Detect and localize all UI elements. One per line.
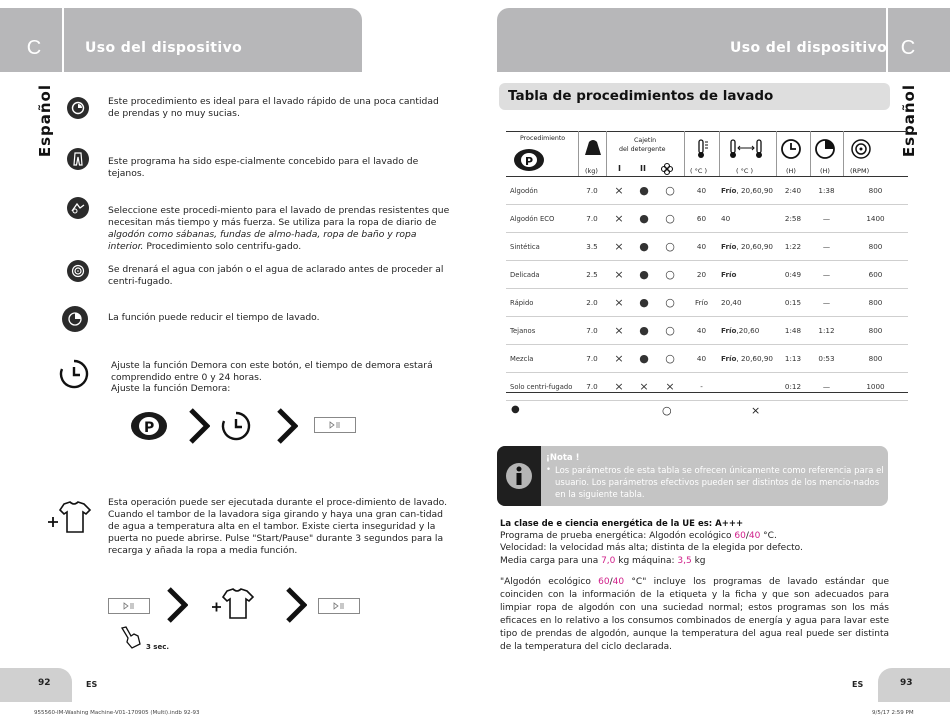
cell-temp-default	[684, 317, 719, 345]
cell-compartment-1	[606, 373, 632, 401]
load-kg-value: 3.5	[586, 242, 598, 251]
cell-softener	[656, 317, 684, 345]
cell-compartment-2	[632, 373, 656, 401]
cell-softener	[656, 373, 684, 401]
cell-temp-range	[719, 205, 776, 233]
mix-text-italic: algodón como sábanas, fundas de almo-hada, ropa de baño y ropa interior.	[108, 229, 417, 252]
program-name-value: Tejanos	[510, 326, 536, 335]
cell-compartment-2	[632, 233, 656, 261]
cell-temp-range	[719, 177, 776, 205]
temp-default-value: 40	[696, 354, 707, 363]
energy-l1-60: 60	[734, 531, 746, 541]
softener-value: ○	[665, 324, 675, 337]
duration-value: 0:15	[784, 298, 802, 307]
table-vline	[810, 131, 811, 176]
left-footer-bar	[0, 668, 72, 702]
cell-compartment-1	[606, 289, 632, 317]
desc-sep: /	[609, 577, 613, 587]
duration-saver-value: —	[822, 298, 831, 307]
cell-load-kg	[578, 177, 606, 205]
cell-compartment-1	[606, 233, 632, 261]
program-name-value: Algodón	[510, 186, 538, 195]
table-row	[506, 261, 908, 289]
left-header-title: Uso del dispositivo	[85, 40, 243, 56]
energy-l3-half: 3,5	[677, 556, 692, 566]
cell-spin-rpm	[843, 177, 908, 205]
table-row	[506, 345, 908, 373]
cell-program-name	[506, 205, 578, 233]
duration-saver-value: 1:38	[818, 186, 835, 195]
cell-program-name	[506, 261, 578, 289]
table-row	[506, 233, 908, 261]
eco-description	[500, 576, 889, 654]
cell-duration	[776, 345, 810, 373]
legend-empty: ○	[662, 404, 672, 417]
footer-date: 9/5/17 2:59 PM	[872, 710, 914, 716]
table-row	[506, 373, 908, 401]
desc-40: 40	[612, 577, 625, 587]
add-clothes-icon	[46, 500, 92, 540]
energy-line-3	[500, 555, 706, 567]
cell-load-kg	[578, 317, 606, 345]
cell-duration-saver	[810, 205, 843, 233]
compartment-2-value: ●	[639, 240, 649, 253]
temp-default-value: 20	[696, 270, 707, 279]
cell-temp-range	[719, 261, 776, 289]
clock-icon	[780, 138, 802, 164]
compartment-2-value: ×	[639, 380, 649, 393]
cell-duration-saver	[810, 233, 843, 261]
compartment-1-value: ×	[614, 268, 624, 281]
softener-value: ×	[665, 380, 675, 393]
info-icon	[504, 461, 534, 491]
duration-value: 1:13	[784, 354, 802, 363]
table-vline	[843, 131, 844, 176]
cell-program-name	[506, 289, 578, 317]
mix-text-b: Procedimiento solo centrifu-gado.	[143, 241, 302, 252]
table-header-temp: ( °C )	[690, 167, 707, 175]
duration-value: 2:58	[784, 214, 802, 223]
energy-l3c: kg	[691, 556, 706, 566]
cell-duration	[776, 233, 810, 261]
desc-60: 60	[598, 577, 610, 587]
softener-value: ○	[665, 240, 675, 253]
right-page-number: 93	[900, 678, 913, 688]
chevron-right-icon	[276, 408, 298, 448]
program-name-value: Rápido	[510, 298, 534, 307]
temp-range-values: 20,40	[721, 298, 742, 307]
cell-temp-range	[719, 345, 776, 373]
softener-value: ○	[665, 212, 675, 225]
cell-spin-rpm	[843, 345, 908, 373]
right-header-title: Uso del dispositivo	[730, 40, 888, 56]
cell-duration-saver	[810, 289, 843, 317]
left-page-number: 92	[38, 678, 51, 688]
compartment-2-value: ●	[639, 184, 649, 197]
item-text-quick: Este procedimiento es ideal para el lavado rápido de una poca cantidad de prendas y no muy sucias.	[108, 96, 439, 119]
duration-saver-value: —	[822, 214, 831, 223]
svg-text:P: P	[144, 420, 155, 436]
cell-load-kg	[578, 289, 606, 317]
add-clothes-small-icon	[210, 587, 256, 625]
cell-temp-range	[719, 289, 776, 317]
cell-temp-default	[684, 345, 719, 373]
left-lang-code: ES	[86, 680, 98, 689]
compartment-2-value: ●	[639, 268, 649, 281]
cell-spin-rpm	[843, 205, 908, 233]
add-clothes-text: Esta operación puede ser ejecutada durante el proce-dimiento de lavado. Cuando el tambor de la lavadora siga girando y haya una gran can-tidad de agua a temperatura alta en el tambor. Existe cierta inseguridad y la puerta no puede abrirse. Pulse "Start/Pause" durante 3 segundos para la recarga y añada la ropa a media función.	[108, 497, 448, 556]
table-row	[506, 289, 908, 317]
item-text-spin: Se drenará el agua con jabón o el agua de aclarado antes de proceder al centri-fugado.	[108, 264, 444, 287]
item-text-mix	[108, 205, 453, 253]
time-saver-table-icon	[814, 138, 836, 164]
duration-saver-value: 1:12	[818, 326, 835, 335]
load-kg-value: 7.0	[586, 382, 598, 391]
duration-value: 1:22	[784, 242, 802, 251]
mix-icon	[67, 197, 89, 219]
table-vline	[578, 131, 579, 176]
cell-temp-range	[719, 233, 776, 261]
spin-rpm-value: 600	[868, 270, 883, 279]
cell-compartment-2	[632, 177, 656, 205]
cell-compartment-1	[606, 345, 632, 373]
softener-value: ○	[665, 352, 675, 365]
spin-rpm-value: 800	[868, 354, 883, 363]
left-side-label: Español	[36, 84, 54, 158]
table-header-compartment-2: II	[640, 164, 646, 173]
delay-text-1: Ajuste la función Demora con este botón, el tiempo de demora estará	[111, 360, 433, 371]
chevron-right-icon	[188, 408, 210, 448]
cell-temp-default	[684, 261, 719, 289]
delay-text-3: Ajuste la función Demora:	[111, 383, 231, 394]
cell-load-kg	[578, 373, 606, 401]
spin-rpm-value: 800	[868, 298, 883, 307]
load-kg-value: 2.5	[586, 270, 598, 279]
item-text-time-saver: La función puede reducir el tiempo de lavado.	[108, 312, 320, 323]
table-vline	[776, 131, 777, 176]
compartment-1-value: ×	[614, 352, 624, 365]
cell-duration	[776, 177, 810, 205]
compartment-1-value: ×	[614, 212, 624, 225]
duration-saver-value: —	[822, 382, 831, 391]
press-duration-label: 3 sec.	[146, 643, 170, 651]
wash-table-body	[506, 177, 908, 401]
cell-load-kg	[578, 233, 606, 261]
jeans-icon	[67, 148, 89, 170]
desc-b: °C" incluye los programas de lavado estándar que coinciden con la información de la etiqueta y la ficha y que son adecuados para limpiar ropa de algodón con una suciedad normal; estos programas son los más eficaces en lo relativo a los consumos combinados de energía y agua para lavar este tipo de prendas de algodón, aunque la temperatura del agua real puede ser distinta de la temperatura del ciclo declarada.	[500, 577, 890, 652]
quick-wash-icon	[67, 97, 89, 119]
cell-spin-rpm	[843, 233, 908, 261]
compartment-2-value: ●	[639, 296, 649, 309]
temp-range-values: , 20,60,90	[736, 354, 773, 363]
cell-duration	[776, 317, 810, 345]
program-name-value: Solo centri-fugado	[510, 382, 573, 391]
table-body	[506, 177, 908, 401]
compartment-2-value: ●	[639, 212, 649, 225]
cell-temp-range	[719, 317, 776, 345]
cell-softener	[656, 177, 684, 205]
table-header-hours-1: (H)	[786, 167, 796, 175]
legend-filled: ●	[511, 404, 520, 415]
cell-compartment-1	[606, 205, 632, 233]
spin-icon	[67, 260, 89, 282]
duration-saver-value: 0:53	[818, 354, 835, 363]
hand-press-icon	[118, 624, 144, 654]
temperature-range-icon	[728, 138, 766, 164]
cell-duration	[776, 373, 810, 401]
cell-temp-range	[719, 373, 776, 401]
table-vline	[719, 131, 720, 176]
table-header-rpm: (RPM)	[850, 167, 870, 175]
temp-default-value: 60	[696, 214, 707, 223]
chevron-right-icon	[166, 587, 188, 627]
cell-load-kg	[578, 205, 606, 233]
cell-softener	[656, 233, 684, 261]
temp-range-values: ,20,60	[736, 326, 760, 335]
cell-softener	[656, 205, 684, 233]
table-header-compartment-1: I	[618, 164, 621, 173]
cell-compartment-2	[632, 261, 656, 289]
cell-temp-default	[684, 373, 719, 401]
item-text-jeans: Este programa ha sido espe-cialmente concebido para el lavado de tejanos.	[108, 156, 419, 179]
cell-duration-saver	[810, 177, 843, 205]
cell-duration-saver	[810, 261, 843, 289]
compartment-2-value: ●	[639, 352, 649, 365]
chevron-right-icon	[285, 587, 307, 627]
cell-load-kg	[578, 345, 606, 373]
duration-value: 1:48	[784, 326, 802, 335]
right-footer-bar	[878, 668, 950, 702]
compartment-1-value: ×	[614, 184, 624, 197]
spin-rpm-value: 800	[868, 242, 883, 251]
spin-rpm-value: 800	[868, 186, 883, 195]
duration-value: 0:12	[784, 382, 802, 391]
compartment-2-value: ●	[639, 324, 649, 337]
cell-compartment-2	[632, 289, 656, 317]
delay-clock-icon	[58, 358, 90, 394]
cell-softener	[656, 345, 684, 373]
cell-duration	[776, 289, 810, 317]
cell-program-name	[506, 373, 578, 401]
compartment-1-value: ×	[614, 380, 624, 393]
delay-text-2: comprendido entre 0 y 24 horas.	[111, 372, 262, 383]
table-row	[506, 317, 908, 345]
cell-duration-saver	[810, 317, 843, 345]
start-pause-button-2[interactable]	[108, 598, 150, 614]
compartment-1-value: ×	[614, 240, 624, 253]
cell-temp-default	[684, 289, 719, 317]
start-pause-button[interactable]	[314, 417, 356, 433]
legend-cross: ×	[751, 404, 761, 417]
energy-l1b: °C.	[760, 531, 777, 541]
note-bullet: •	[546, 465, 552, 475]
energy-l1-40: 40	[748, 531, 761, 541]
table-vline	[684, 131, 685, 176]
weight-icon	[583, 138, 603, 160]
softener-value: ○	[665, 296, 675, 309]
cell-compartment-1	[606, 177, 632, 205]
table-header-hours-2: (H)	[820, 167, 830, 175]
temp-range-values: , 20,60,90	[736, 242, 773, 251]
cell-spin-rpm	[843, 373, 908, 401]
svg-text:P: P	[525, 155, 534, 168]
temp-default-value: 40	[696, 242, 707, 251]
energy-l3b: kg máquina:	[615, 556, 678, 566]
temp-range-values: , 20,60,90	[736, 186, 773, 195]
table-row	[506, 177, 908, 205]
cell-spin-rpm	[843, 317, 908, 345]
duration-value: 2:40	[784, 186, 802, 195]
table-header-cajetin: Cajetín	[634, 137, 657, 144]
energy-l3-full: 7,0	[601, 556, 616, 566]
table-title: Tabla de procedimientos de lavado	[508, 88, 774, 104]
temp-default-value: 40	[696, 326, 707, 335]
energy-l1-sep: /	[745, 531, 749, 541]
energy-title: La clase de e ciencia energética de la UE es: A+++	[500, 519, 744, 529]
delay-clock-small-icon	[220, 410, 252, 446]
cell-compartment-1	[606, 317, 632, 345]
table-header-detergente: del detergente	[619, 146, 666, 153]
desc-a: "Algodón ecológico	[500, 577, 599, 587]
cell-softener	[656, 261, 684, 289]
duration-value: 0:49	[784, 270, 802, 279]
temp-range-values: 40	[721, 214, 731, 223]
cell-softener	[656, 289, 684, 317]
spin-rpm-value: 1000	[866, 382, 885, 391]
compartment-1-value: ×	[614, 324, 624, 337]
left-section-letter: C	[26, 36, 42, 59]
cell-duration	[776, 261, 810, 289]
load-kg-value: 7.0	[586, 186, 598, 195]
load-kg-value: 7.0	[586, 214, 598, 223]
table-header-procedure: Procedimiento	[520, 135, 566, 142]
energy-l3a: Media carga para una	[500, 556, 602, 566]
cell-load-kg	[578, 261, 606, 289]
right-lang-code: ES	[852, 680, 864, 689]
program-name-value: Algodón ECO	[510, 214, 555, 223]
cell-duration	[776, 205, 810, 233]
cell-program-name	[506, 177, 578, 205]
program-knob-table-icon	[512, 147, 546, 177]
temp-default-value: Frío	[695, 298, 708, 307]
cell-spin-rpm	[843, 261, 908, 289]
right-section-letter: C	[900, 36, 916, 59]
cell-temp-default	[684, 205, 719, 233]
program-name-value: Sintética	[510, 242, 540, 251]
temp-range-cold: Frío	[721, 326, 737, 335]
spin-table-icon	[850, 138, 872, 164]
load-kg-value: 7.0	[586, 326, 598, 335]
start-pause-button-3[interactable]	[318, 598, 360, 614]
load-kg-value: 2.0	[586, 298, 598, 307]
time-saver-icon	[62, 306, 88, 332]
cell-temp-default	[684, 233, 719, 261]
mix-text-a: Seleccione este procedi-miento para el lavado de prendas resistentes que necesitan más tiempo y más fuerza. Se utiliza para la ropa de diario de	[108, 205, 450, 228]
cell-compartment-2	[632, 317, 656, 345]
footer-file-info: 955560-IM-Washing Machine-V01-170905 (Multi).indb 92-93	[34, 710, 200, 716]
softener-value: ○	[665, 268, 675, 281]
table-header-temp-range: ( °C )	[736, 167, 753, 175]
energy-line-2: Velocidad: la velocidad más alta; distinta de la elegida por defecto.	[500, 543, 803, 553]
left-header-divider	[62, 8, 64, 72]
duration-saver-value: —	[822, 242, 831, 251]
temp-range-cold: Frío	[721, 354, 737, 363]
program-name-value: Mezcla	[510, 354, 534, 363]
temp-default-value: -	[700, 382, 703, 391]
temp-range-cold: Frío	[721, 186, 737, 195]
cell-compartment-2	[632, 345, 656, 373]
energy-line-1	[500, 530, 777, 542]
note-icon-box	[497, 446, 541, 506]
right-side-label: Español	[900, 84, 918, 158]
spin-rpm-value: 1400	[866, 214, 885, 223]
temp-range-cold: Frío	[721, 270, 737, 279]
energy-l1a: Programa de prueba energética: Algodón ecológico	[500, 531, 735, 541]
cell-program-name	[506, 317, 578, 345]
program-name-value: Delicada	[510, 270, 540, 279]
temperature-icon	[694, 138, 710, 164]
program-knob-icon	[128, 408, 170, 448]
table-vline	[606, 131, 607, 176]
table-rows	[506, 177, 908, 401]
compartment-1-value: ×	[614, 296, 624, 309]
table-header-kg: (kg)	[585, 167, 598, 175]
cell-program-name	[506, 233, 578, 261]
load-kg-value: 7.0	[586, 354, 598, 363]
temp-default-value: 40	[696, 186, 707, 195]
temp-range-cold: Frío	[721, 242, 737, 251]
cell-program-name	[506, 345, 578, 373]
note-text: Los parámetros de esta tabla se ofrecen únicamente como referencia para el usuario. Los parámetros efectivos pueden ser distintos de los mencio-nados en la siguiente tabla.	[555, 466, 884, 500]
spin-rpm-value: 800	[868, 326, 883, 335]
duration-saver-value: —	[822, 270, 831, 279]
cell-spin-rpm	[843, 289, 908, 317]
softener-value: ○	[665, 184, 675, 197]
cell-compartment-2	[632, 205, 656, 233]
cell-compartment-1	[606, 261, 632, 289]
note-title: ¡Nota !	[546, 453, 580, 463]
cell-duration-saver	[810, 373, 843, 401]
table-row	[506, 205, 908, 233]
cell-temp-default	[684, 177, 719, 205]
cell-duration-saver	[810, 345, 843, 373]
